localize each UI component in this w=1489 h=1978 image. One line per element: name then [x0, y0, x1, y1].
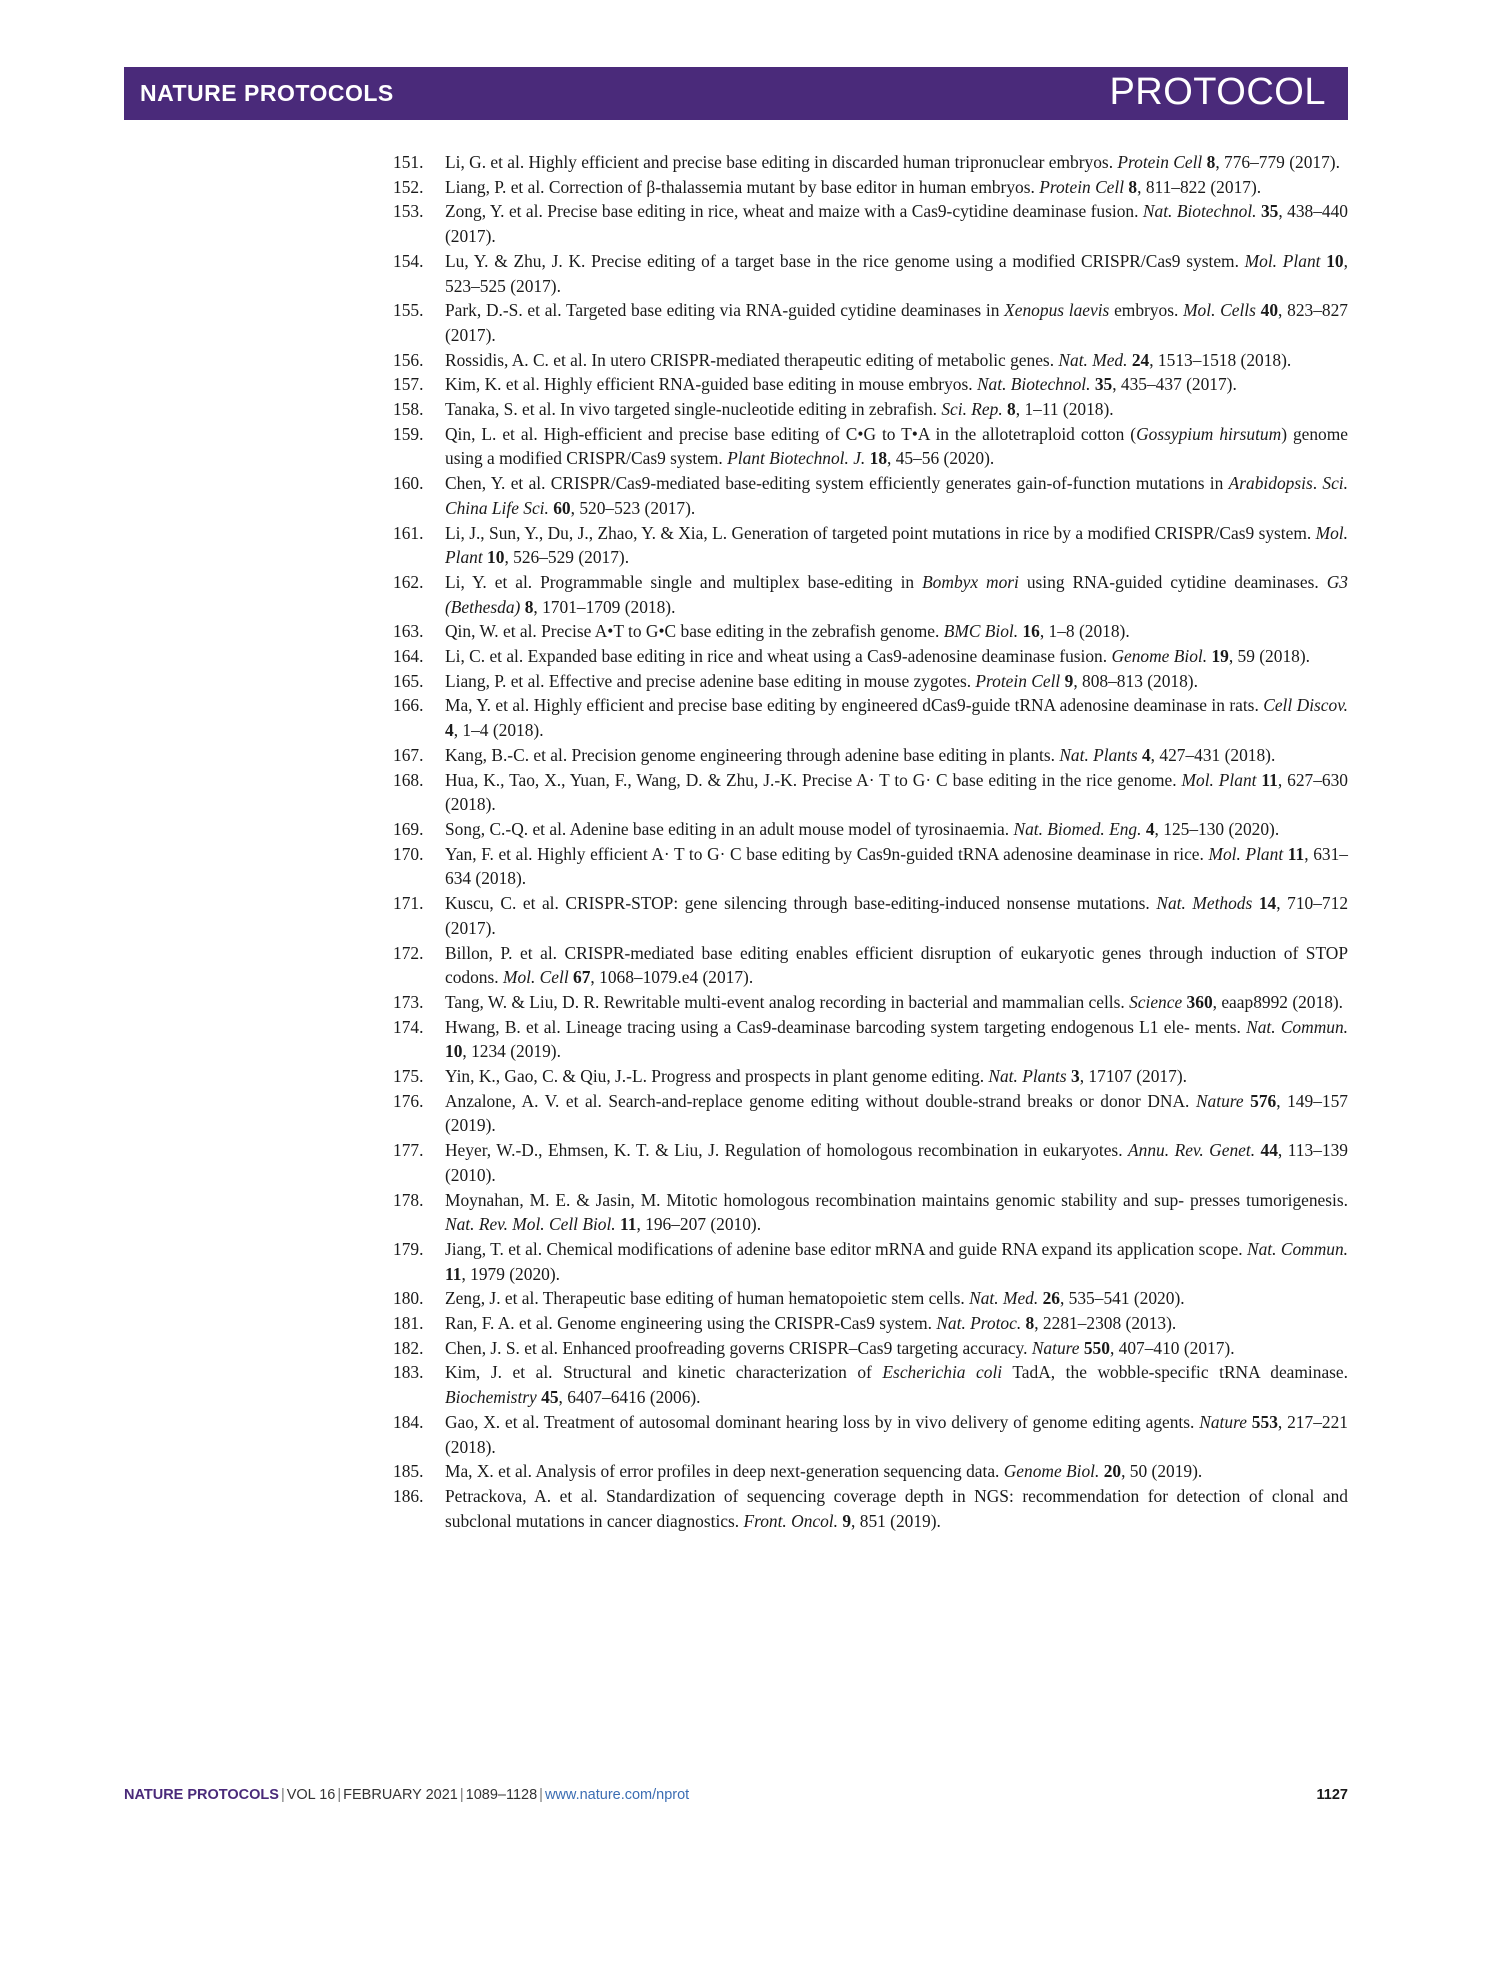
reference-italic-text: Science — [1129, 991, 1183, 1012]
reference-text: , 1234 (2019). — [462, 1041, 561, 1062]
reference-item — [393, 817, 1348, 842]
reference-number: 172. — [393, 942, 424, 963]
reference-text: , 17107 (2017). — [1079, 1066, 1187, 1087]
reference-italic-text: Nat. Plants — [1059, 744, 1138, 765]
reference-number: 157. — [393, 374, 424, 395]
reference-number: 167. — [393, 744, 424, 765]
reference-text: , 1–4 (2018). — [453, 720, 544, 741]
reference-volume: 360 — [1186, 991, 1213, 1012]
reference-number: 155. — [393, 300, 424, 321]
reference-item — [393, 1138, 1348, 1187]
reference-text: , 811–822 (2017). — [1137, 176, 1262, 197]
reference-text: , 1979 (2020). — [461, 1263, 560, 1284]
reference-text: Tang, W. & Liu, D. R. Rewritable multi-event analog recording in bacterial and mammalian cells. — [445, 991, 1130, 1012]
footer-separator: | — [539, 1787, 543, 1803]
reference-italic-text: Nat. Protoc. — [936, 1313, 1022, 1334]
reference-italic-text: Nat. Commun. — [1246, 1016, 1348, 1037]
reference-text: Anzalone, A. V. et al. Search-and-replace genome editing without double-strand breaks or donor DNA. — [445, 1090, 1196, 1111]
reference-italic-text: Annu. Rev. Genet. — [1128, 1140, 1256, 1161]
reference-volume: 4 — [1141, 744, 1151, 765]
reference-text: Billon, P. et al. CRISPR-mediated base editing enables efficient disruption of eukaryotic genes through induction of STOP codons. — [445, 942, 1348, 988]
footer-journal: NATURE PROTOCOLS — [124, 1787, 279, 1803]
journal-name: NATURE PROTOCOLS — [140, 80, 394, 106]
reference-text: Zong, Y. et al. Precise base editing in rice, wheat and maize with a Cas9-cytidine deaminase fusion. — [445, 201, 1143, 222]
reference-volume: 11 — [1261, 769, 1278, 790]
reference-text: , eaap8992 (2018). — [1212, 991, 1344, 1012]
reference-item — [393, 1336, 1348, 1361]
reference-text: , 523–525 (2017). — [445, 250, 1348, 296]
reference-italic-text: Nat. Biomed. Eng. — [1013, 818, 1142, 839]
reference-number: 180. — [393, 1288, 424, 1309]
reference-number: 156. — [393, 349, 424, 370]
reference-text: , 427–431 (2018). — [1150, 744, 1276, 765]
reference-volume: 9 — [842, 1510, 852, 1531]
reference-text: Liang, P. et al. Correction of β-thalassemia mutant by base editor in human embryos. — [445, 176, 1040, 197]
footer-separator: | — [459, 1787, 464, 1803]
reference-text: , 627–630 (2018). — [445, 769, 1348, 815]
reference-italic-text: Nat. Rev. Mol. Cell Biol. — [445, 1214, 616, 1235]
reference-text: Heyer, W.-D., Ehmsen, K. T. & Liu, J. Regulation of homologous recombination in eukaryotes. — [445, 1140, 1129, 1161]
reference-item — [393, 570, 1348, 619]
reference-text: , 1513–1518 (2018). — [1149, 349, 1292, 370]
reference-item — [393, 348, 1348, 373]
reference-text: , 407–410 (2017). — [1109, 1337, 1235, 1358]
reference-volume: 10 — [1326, 250, 1344, 271]
reference-text: Li, J., Sun, Y., Du, J., Zhao, Y. & Xia, L. Generation of targeted point mutations in rice by a modified CRISPR/Cas9 system. — [445, 522, 1316, 543]
reference-volume: 8 — [524, 596, 534, 617]
reference-number: 178. — [393, 1189, 424, 1210]
reference-italic-text: Bombyx mori — [922, 571, 1019, 592]
reference-number: 181. — [393, 1313, 424, 1334]
reference-number: 165. — [393, 670, 424, 691]
reference-item — [393, 669, 1348, 694]
reference-text: , 113–139 (2010). — [445, 1140, 1348, 1185]
reference-text: Li, C. et al. Expanded base editing in rice and wheat using a Cas9-adenosine deaminase fusion. — [445, 646, 1112, 667]
article-type: PROTOCOL — [1109, 71, 1326, 113]
reference-text: , 149–157 (2019). — [445, 1090, 1348, 1136]
reference-item — [393, 175, 1348, 200]
reference-item — [393, 1311, 1348, 1336]
reference-italic-text: G3 (Bethesda) — [445, 571, 1348, 617]
reference-volume: 3 — [1071, 1066, 1080, 1087]
reference-italic-text: Plant Biotechnol. J. — [727, 448, 866, 469]
reference-text: , 526–529 (2017). — [504, 547, 630, 568]
reference-number: 177. — [393, 1140, 424, 1161]
reference-text: , 125–130 (2020). — [1154, 818, 1280, 839]
reference-text: Li, G. et al. Highly efficient and precise base editing in discarded human tripronuclear embryos. — [445, 152, 1118, 172]
reference-item — [393, 990, 1348, 1015]
reference-item — [393, 1089, 1348, 1138]
reference-text: Zeng, J. et al. Therapeutic base editing of human hematopoietic stem cells. — [445, 1288, 970, 1309]
reference-italic-text: Front. Oncol. — [743, 1510, 838, 1531]
reference-italic-text: Cell Discov. — [1263, 695, 1348, 716]
reference-text: , 776–779 (2017). — [1215, 152, 1340, 172]
reference-volume: 9 — [1064, 670, 1074, 691]
reference-number: 184. — [393, 1411, 424, 1432]
reference-item — [393, 298, 1348, 347]
reference-volume: 4 — [445, 720, 454, 741]
reference-item — [393, 619, 1348, 644]
reference-text: Li, Y. et al. Programmable single and multiplex base-editing in — [445, 571, 923, 592]
reference-italic-text: BMC Biol. — [943, 621, 1019, 642]
reference-volume: 18 — [869, 448, 888, 469]
reference-number: 174. — [393, 1016, 424, 1037]
reference-italic-text: Nat. Methods — [1156, 893, 1253, 914]
reference-text: , 217–221 (2018). — [445, 1411, 1348, 1457]
reference-text: Liang, P. et al. Effective and precise adenine base editing in mouse zygotes. — [445, 670, 976, 691]
reference-item — [393, 150, 1348, 175]
reference-number: 153. — [393, 201, 424, 222]
reference-number: 152. — [393, 176, 424, 197]
reference-text: ) genome using a modified CRISPR/Cas9 system. — [445, 423, 1348, 469]
reference-item — [393, 1188, 1348, 1237]
reference-text: Ran, F. A. et al. Genome engineering using the CRISPR-Cas9 system. — [445, 1313, 937, 1334]
reference-text: Hua, K., Tao, X., Yuan, F., Wang, D. & Zhu, J.-K. Precise A· T to G· C base editing in the rice genome. — [445, 769, 1182, 790]
reference-text: , 1–11 (2018). — [1015, 399, 1114, 420]
reference-text: Moynahan, M. E. & Jasin, M. Mitotic homologous recombination maintains genomic stability and sup- presses tumorigenesis. — [445, 1189, 1348, 1210]
reference-italic-text: Sci. Rep. — [941, 399, 1003, 420]
reference-number: 154. — [393, 250, 424, 271]
reference-number: 163. — [393, 621, 424, 642]
reference-italic-text: Nat. Med. — [969, 1288, 1039, 1309]
reference-volume: 4 — [1145, 818, 1155, 839]
reference-volume: 60 — [553, 497, 571, 518]
reference-number: 183. — [393, 1362, 424, 1383]
reference-volume: 14 — [1258, 893, 1277, 914]
reference-volume: 576 — [1250, 1090, 1277, 1111]
reference-volume: 8 — [1128, 176, 1138, 197]
reference-item — [393, 397, 1348, 422]
reference-text: Rossidis, A. C. et al. In utero CRISPR-mediated therapeutic editing of metabolic genes. — [445, 349, 1059, 370]
reference-italic-text: Protein Cell — [1039, 176, 1125, 197]
reference-text: Hwang, B. et al. Lineage tracing using a Cas9-deaminase barcoding system targeting endogenous L1 ele- ments. — [445, 1016, 1247, 1037]
reference-text: , 823–827 (2017). — [445, 300, 1348, 345]
reference-italic-text: Nat. Commun. — [1246, 1238, 1348, 1259]
reference-text: Kim, K. et al. Highly efficient RNA-guided base editing in mouse embryos. — [445, 374, 977, 395]
reference-volume: 11 — [445, 1263, 462, 1284]
reference-item — [393, 1360, 1348, 1409]
footer-issue: FEBRUARY 2021 — [343, 1787, 458, 1803]
reference-italic-text: Mol. Plant — [1181, 769, 1257, 790]
reference-text: , 2281–2308 (2013). — [1034, 1313, 1177, 1334]
reference-italic-text: Genome Biol. — [1111, 646, 1208, 667]
reference-volume: 8 — [1025, 1313, 1035, 1334]
reference-text: Chen, Y. et al. CRISPR/Cas9-mediated base-editing system efficiently generates gain-of-function mutations in — [445, 473, 1229, 494]
reference-item — [393, 1484, 1348, 1533]
reference-item — [393, 1286, 1348, 1311]
footer-separator: | — [280, 1787, 285, 1803]
reference-item — [393, 743, 1348, 768]
reference-volume: 11 — [620, 1214, 637, 1235]
reference-volume: 40 — [1260, 300, 1279, 321]
reference-number: 182. — [393, 1337, 424, 1358]
reference-text: Kuscu, C. et al. CRISPR-STOP: gene silencing through base-editing-induced nonsense mutations. — [445, 893, 1157, 914]
reference-item — [393, 199, 1348, 248]
reference-italic-text: Nat. Med. — [1058, 349, 1128, 370]
reference-volume: 553 — [1251, 1411, 1278, 1432]
reference-italic-text: Sci. China Life Sci. — [445, 473, 1348, 518]
reference-text: Jiang, T. et al. Chemical modifications of adenine base editor mRNA and guide RNA expand its application scope. — [445, 1238, 1247, 1259]
reference-italic-text: Nature — [1199, 1411, 1247, 1432]
reference-number: 170. — [393, 843, 424, 864]
reference-item — [393, 422, 1348, 471]
reference-text: , 808–813 (2018). — [1073, 670, 1198, 691]
reference-italic-text: Mol. Plant — [1208, 843, 1284, 864]
reference-volume: 19 — [1211, 646, 1229, 667]
reference-text: Kang, B.-C. et al. Precision genome engineering through adenine base editing in plants. — [445, 744, 1060, 765]
reference-italic-text: Mol. Cells — [1183, 300, 1256, 321]
reference-number: 151. — [393, 152, 424, 172]
reference-text: Gao, X. et al. Treatment of autosomal dominant hearing loss by in vivo delivery of genome editing agents. — [445, 1411, 1200, 1432]
reference-number: 173. — [393, 991, 424, 1012]
footer-url-link[interactable]: www.nature.com/nprot — [544, 1787, 690, 1803]
reference-volume: 35 — [1260, 201, 1279, 222]
reference-number: 162. — [393, 571, 424, 592]
reference-volume: 24 — [1131, 349, 1150, 370]
reference-volume: 10 — [445, 1041, 463, 1062]
reference-italic-text: Mol. Plant — [445, 522, 1348, 568]
reference-text: using RNA-guided cytidine deaminases. — [1018, 571, 1327, 592]
reference-text: Ma, Y. et al. Highly efficient and precise base editing by engineered dCas9-guide tRNA adenosine deaminase in rats. — [445, 695, 1264, 716]
reference-text: , 851 (2019). — [851, 1510, 941, 1531]
reference-italic-text: Genome Biol. — [1003, 1461, 1100, 1482]
reference-item — [393, 1237, 1348, 1286]
reference-item — [393, 644, 1348, 669]
reference-number: 158. — [393, 399, 424, 420]
reference-italic-text: Nature — [1195, 1090, 1244, 1111]
reference-text: , 196–207 (2010). — [636, 1214, 762, 1235]
reference-number: 171. — [393, 893, 424, 914]
reference-italic-text: Protein Cell — [975, 670, 1061, 691]
footer — [124, 1787, 1348, 1811]
reference-text: , 50 (2019). — [1121, 1461, 1203, 1482]
reference-text: Yin, K., Gao, C. & Qiu, J.-L. Progress and prospects in plant genome editing. — [445, 1066, 989, 1087]
reference-item — [393, 1064, 1348, 1089]
reference-volume: 45 — [541, 1387, 559, 1408]
reference-volume: 8 — [1007, 399, 1016, 420]
reference-italic-text: Mol. Cell — [502, 967, 569, 988]
reference-text: Qin, W. et al. Precise A•T to G•C base editing in the zebrafish genome. — [445, 621, 944, 642]
reference-item — [393, 372, 1348, 397]
reference-volume: 44 — [1260, 1140, 1278, 1161]
reference-italic-text: Mol. Plant — [1244, 250, 1321, 271]
reference-number: 185. — [393, 1461, 424, 1482]
reference-item — [393, 249, 1348, 298]
reference-list — [393, 150, 1348, 1533]
reference-volume: 11 — [1287, 843, 1305, 864]
footer-pages: 1089–1128 — [465, 1787, 538, 1803]
reference-volume: 550 — [1083, 1337, 1110, 1358]
reference-text: Park, D.-S. et al. Targeted base editing via RNA-guided cytidine deaminases in — [445, 300, 1005, 321]
reference-item — [393, 521, 1348, 570]
reference-volume: 16 — [1022, 621, 1040, 642]
reference-text: Chen, J. S. et al. Enhanced proofreading governs CRISPR–Cas9 targeting accuracy. — [445, 1337, 1032, 1358]
reference-item — [393, 768, 1348, 817]
reference-italic-text: Nature — [1031, 1337, 1080, 1358]
reference-item — [393, 891, 1348, 940]
reference-volume: 8 — [1206, 152, 1216, 172]
reference-number: 160. — [393, 473, 424, 494]
reference-text: . — [1312, 473, 1323, 494]
reference-italic-text: Protein Cell — [1117, 152, 1203, 172]
reference-text: , 45–56 (2020). — [887, 448, 995, 469]
reference-item — [393, 1410, 1348, 1459]
reference-text: Kim, J. et al. Structural and kinetic characterization of — [445, 1362, 883, 1383]
reference-volume: 20 — [1103, 1461, 1122, 1482]
footer-citation — [124, 1787, 689, 1803]
reference-italic-text: Escherichia coli — [882, 1362, 1003, 1383]
reference-number: 168. — [393, 769, 424, 790]
reference-item — [393, 1015, 1348, 1064]
reference-italic-text: Gossypium hirsutum — [1136, 423, 1282, 444]
reference-number: 166. — [393, 695, 424, 716]
reference-text: Ma, X. et al. Analysis of error profiles in deep next-generation sequencing data. — [445, 1461, 1004, 1482]
reference-italic-text: Nat. Biotechnol. — [1142, 201, 1257, 222]
footer-volume: VOL 16 — [286, 1787, 336, 1803]
reference-number: 164. — [393, 646, 424, 667]
reference-item — [393, 693, 1348, 742]
reference-text: , 438–440 (2017). — [445, 201, 1348, 247]
reference-text: Petrackova, A. et al. Standardization of sequencing coverage depth in NGS: recommendation for detection of clonal and subclonal mutations in cancer diagnostics. — [445, 1485, 1348, 1531]
reference-text: Qin, L. et al. High-efficient and precise base editing of C•G to T•A in the allotetraploid cotton ( — [445, 423, 1137, 444]
reference-number: 175. — [393, 1066, 424, 1087]
reference-volume: 10 — [487, 547, 505, 568]
reference-text: , 1–8 (2018). — [1039, 621, 1130, 642]
reference-volume: 26 — [1042, 1288, 1060, 1309]
reference-number: 169. — [393, 818, 424, 839]
reference-number: 179. — [393, 1238, 424, 1259]
reference-text: TadA, the wobble-specific tRNA deaminase. — [1002, 1362, 1349, 1383]
reference-text: Lu, Y. & Zhu, J. K. Precise editing of a target base in the rice genome using a modified CRISPR/Cas9 system. — [445, 250, 1245, 271]
reference-number: 186. — [393, 1485, 424, 1506]
reference-text: , 1701–1709 (2018). — [533, 596, 676, 617]
reference-italic-text: Nat. Biotechnol. — [976, 374, 1091, 395]
reference-text: , 6407–6416 (2006). — [558, 1387, 701, 1408]
reference-text: , 1068–1079.e4 (2017). — [590, 967, 754, 988]
reference-item — [393, 471, 1348, 520]
header-band — [124, 67, 1348, 120]
reference-item — [393, 842, 1348, 891]
reference-text: Song, C.-Q. et al. Adenine base editing in an adult mouse model of tyrosinaemia. — [445, 818, 1014, 839]
reference-text: , 710–712 (2017). — [445, 893, 1349, 938]
page-number: 1127 — [1316, 1787, 1348, 1803]
reference-text: embryos. — [1109, 300, 1184, 321]
reference-volume: 67 — [573, 967, 591, 988]
footer-separator: | — [337, 1787, 342, 1803]
reference-text: , 59 (2018). — [1228, 646, 1310, 667]
reference-item — [393, 1459, 1348, 1484]
reference-text: Yan, F. et al. Highly efficient A· T to G· C base editing by Cas9n-guided tRNA adenosine deaminase in rice. — [445, 843, 1209, 864]
reference-number: 161. — [393, 522, 424, 543]
reference-text: , 520–523 (2017). — [570, 497, 696, 518]
reference-italic-text: Nat. Plants — [988, 1066, 1067, 1087]
reference-item — [393, 941, 1348, 990]
reference-text: Tanaka, S. et al. In vivo targeted single-nucleotide editing in zebrafish. — [445, 399, 942, 420]
reference-volume: 35 — [1094, 374, 1113, 395]
reference-text: , 535–541 (2020). — [1059, 1288, 1185, 1309]
reference-number: 176. — [393, 1090, 424, 1111]
reference-text: , 435–437 (2017). — [1112, 374, 1237, 395]
reference-italic-text: Biochemistry — [445, 1387, 537, 1408]
reference-italic-text: Arabidopsis — [1228, 473, 1313, 494]
reference-number: 159. — [393, 423, 424, 444]
reference-text: , 631–634 (2018). — [445, 843, 1348, 889]
reference-italic-text: Xenopus laevis — [1004, 300, 1110, 321]
